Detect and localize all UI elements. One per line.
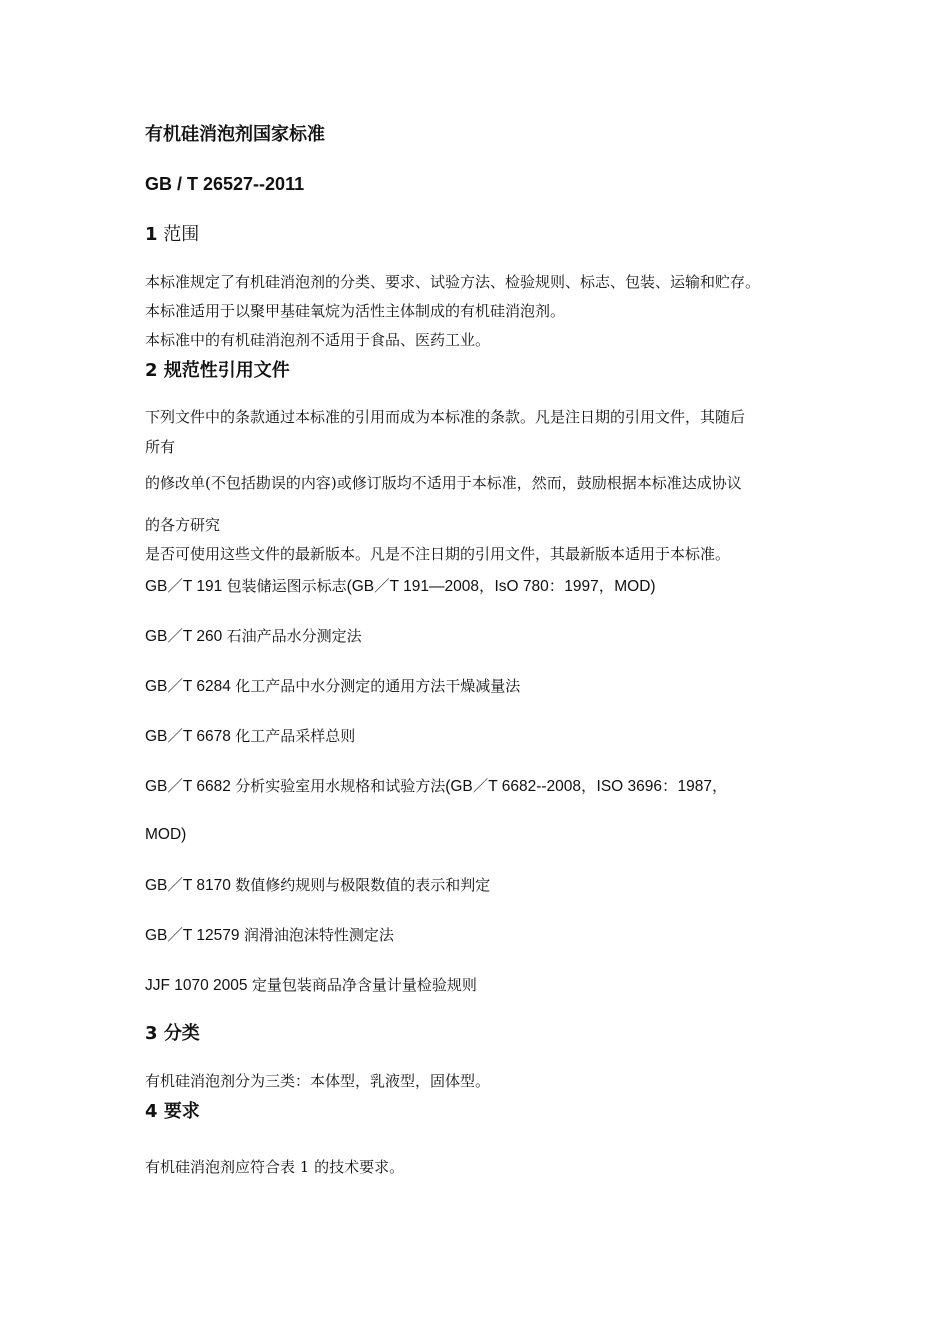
- reference-title: 化工产品采样总则: [235, 727, 356, 745]
- reference-item: [145, 876, 490, 896]
- section-title: 要求: [163, 1101, 200, 1122]
- reference-title: 润滑油泡沫特性测定法: [243, 926, 394, 944]
- section-number: 4: [145, 1101, 158, 1122]
- reference-item: [145, 777, 728, 797]
- reference-item-continuation: [145, 826, 186, 845]
- reference-code: GB／T 6678: [145, 728, 231, 745]
- reference-code: GB／T 8170: [145, 877, 231, 894]
- section-1-heading: [145, 224, 199, 246]
- standard-number: GB / T 26527--2011: [145, 174, 305, 194]
- paragraph: 有机硅消泡剂分为三类：本体型，乳液型，固体型。: [145, 1072, 491, 1090]
- reference-note: (GB／T 6682--2008，ISO 3696：1987，: [445, 778, 728, 795]
- section-title: 规范性引用文件: [163, 360, 290, 381]
- section-number: 2: [145, 360, 158, 381]
- section-number: 1: [145, 224, 158, 245]
- reference-item: [145, 727, 355, 747]
- reference-item: [145, 577, 656, 597]
- section-title: 范围: [163, 224, 200, 245]
- section-2-heading: [145, 360, 290, 382]
- reference-item: [145, 627, 362, 647]
- paragraph: 下列文件中的条款通过本标准的引用而成为本标准的条款。凡是注日期的引用文件，其随后: [145, 408, 746, 426]
- section-title: 分类: [163, 1023, 200, 1044]
- section-3-heading: [145, 1023, 200, 1045]
- section-number: 3: [145, 1023, 158, 1044]
- section-4-heading: [145, 1101, 200, 1123]
- paragraph: 本标准中的有机硅消泡剂不适用于食品、医药工业。: [145, 331, 491, 349]
- paragraph: 本标准规定了有机硅消泡剂的分类、要求、试验方法、检验规则、标志、包装、运输和贮存。: [145, 273, 761, 291]
- paragraph: 的各方研究: [145, 516, 221, 534]
- paragraph: 的修改单(不包括勘误的内容)或修订版均不适用于本标准，然而，鼓励根据本标准达成协议: [145, 474, 742, 492]
- reference-code: GB／T 6682: [145, 778, 231, 795]
- reference-item: [145, 926, 394, 946]
- reference-code: GB／T 6284: [145, 678, 231, 695]
- paragraph: 有机硅消泡剂应符合表 1 的技术要求。: [145, 1158, 405, 1176]
- reference-note: (GB／T 191—2008，IsO 780：1997，MOD): [346, 578, 656, 595]
- reference-title: 石油产品水分测定法: [226, 627, 362, 645]
- reference-title: 化工产品中水分测定的通用方法干燥减量法: [235, 677, 521, 695]
- reference-title: 数值修约规则与极限数值的表示和判定: [235, 876, 491, 894]
- reference-item: [145, 677, 520, 697]
- reference-item: [145, 976, 477, 996]
- reference-title: 包装储运图示标志: [226, 577, 347, 595]
- reference-code: GB／T 191: [145, 578, 223, 595]
- reference-code: GB／T 12579: [145, 927, 240, 944]
- reference-code: GB／T 260: [145, 628, 223, 645]
- document-title: 有机硅消泡剂国家标准: [145, 124, 325, 145]
- reference-title: 分析实验室用水规格和试验方法: [235, 777, 446, 795]
- reference-code: MOD): [145, 826, 187, 843]
- paragraph: 所有: [145, 438, 176, 456]
- reference-code: JJF 1070 2005: [145, 977, 248, 994]
- paragraph: 本标准适用于以聚甲基硅氧烷为活性主体制成的有机硅消泡剂。: [145, 302, 566, 320]
- paragraph: 是否可使用这些文件的最新版本。凡是不注日期的引用文件，其最新版本适用于本标准。: [145, 545, 731, 563]
- reference-title: 定量包装商品净含量计量检验规则: [251, 976, 477, 994]
